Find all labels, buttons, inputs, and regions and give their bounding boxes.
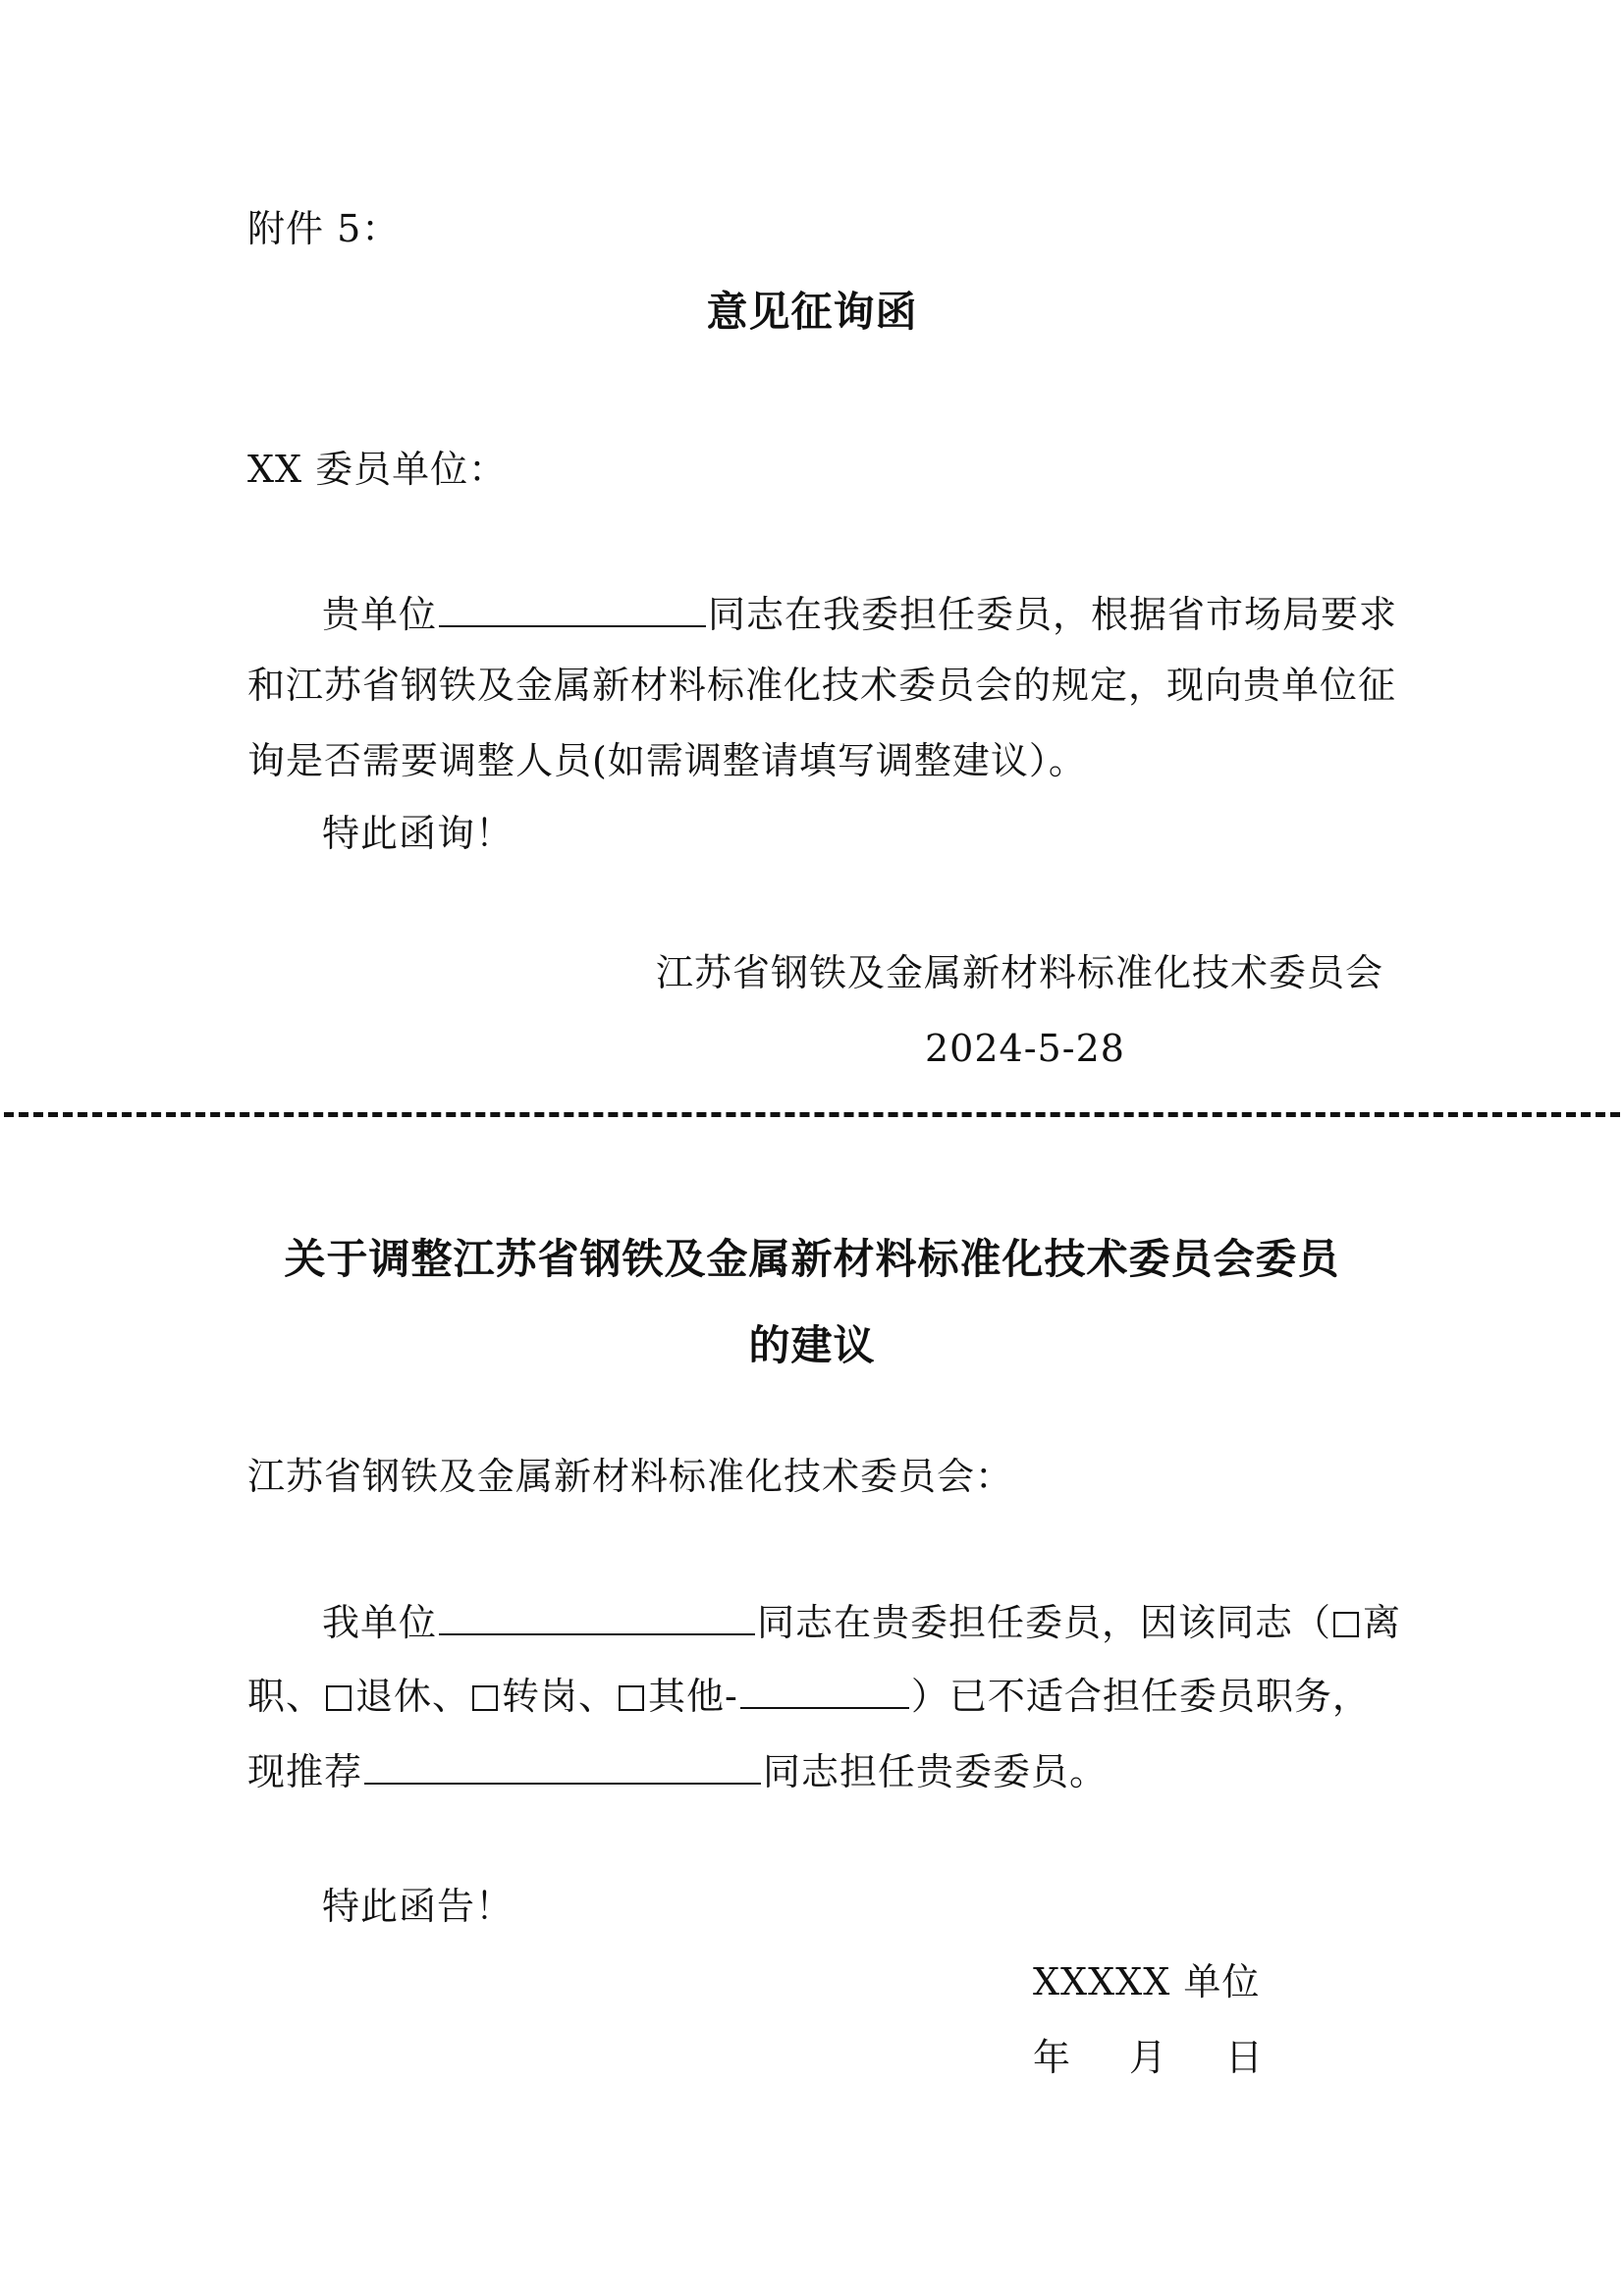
date-day-label: 日 bbox=[1225, 2036, 1265, 2079]
letter2-p2-a: 职、 bbox=[247, 1675, 325, 1718]
letter2-p3-suffix: 同志担任贵委委员。 bbox=[763, 1750, 1109, 1793]
letter1-paragraph-line3: 询是否需要调整人员(如需调整请填写调整建议）。 bbox=[247, 739, 1087, 782]
other-checkbox[interactable] bbox=[619, 1685, 644, 1711]
date-month-label: 月 bbox=[1129, 2036, 1168, 2079]
letter2-salutation: 江苏省钢铁及金属新材料标准化技术委员会： bbox=[247, 1455, 1014, 1498]
letter2-p2-e: ）已不适合担任委员职务， bbox=[910, 1675, 1371, 1718]
unit-person-blank[interactable] bbox=[439, 590, 706, 627]
letter2-p1-prefix: 我单位 bbox=[322, 1601, 438, 1644]
resign-checkbox[interactable] bbox=[1333, 1612, 1359, 1637]
letter2-p1-middle: 同志在贵委担任委员，因该同志（ bbox=[757, 1601, 1332, 1644]
letter2-p2-b: 退休、 bbox=[355, 1675, 471, 1718]
current-member-blank[interactable] bbox=[439, 1598, 755, 1635]
letter2-paragraph-line2 bbox=[247, 1672, 1371, 1718]
letter2-paragraph-line3 bbox=[247, 1747, 1109, 1793]
other-reason-blank[interactable] bbox=[740, 1672, 909, 1709]
letter1-title: 意见征询函 bbox=[706, 288, 918, 336]
letter2-date-row bbox=[1033, 2036, 1265, 2079]
letter2-p1-suffix: 离 bbox=[1363, 1601, 1402, 1644]
cut-line-divider bbox=[4, 1112, 1620, 1117]
letter2-p2-c: 转岗、 bbox=[502, 1675, 618, 1718]
letter2-signature: XXXXX 单位 bbox=[1033, 1960, 1261, 2003]
retire-checkbox[interactable] bbox=[326, 1685, 352, 1711]
letter1-para1-suffix: 同志在我委担任委员，根据省市场局要求 bbox=[708, 593, 1398, 636]
letter1-salutation: XX 委员单位： bbox=[247, 448, 508, 491]
letter2-p2-d: 其他- bbox=[648, 1675, 738, 1718]
letter2-p3-prefix: 现推荐 bbox=[247, 1750, 363, 1793]
transfer-checkbox[interactable] bbox=[472, 1685, 498, 1711]
letter2-paragraph-line1 bbox=[322, 1598, 1402, 1644]
letter2-closing: 特此函告！ bbox=[322, 1885, 514, 1928]
date-year-label: 年 bbox=[1033, 2036, 1072, 2079]
recommended-member-blank[interactable] bbox=[364, 1747, 761, 1785]
letter1-paragraph-line1 bbox=[322, 590, 1398, 636]
attachment-label: 附件 5： bbox=[247, 207, 401, 250]
letter1-para1-prefix: 贵单位 bbox=[322, 593, 438, 636]
letter1-paragraph-line2: 和江苏省钢铁及金属新材料标准化技术委员会的规定，现向贵单位征 bbox=[247, 664, 1397, 707]
letter2-title-line1: 关于调整江苏省钢铁及金属新材料标准化技术委员会委员 bbox=[284, 1235, 1340, 1283]
letter1-closing: 特此函询！ bbox=[322, 812, 514, 855]
letter2-title-line2: 的建议 bbox=[748, 1321, 876, 1369]
letter1-signature: 江苏省钢铁及金属新材料标准化技术委员会 bbox=[656, 951, 1384, 994]
letter1-date: 2024-5-28 bbox=[925, 1027, 1125, 1070]
